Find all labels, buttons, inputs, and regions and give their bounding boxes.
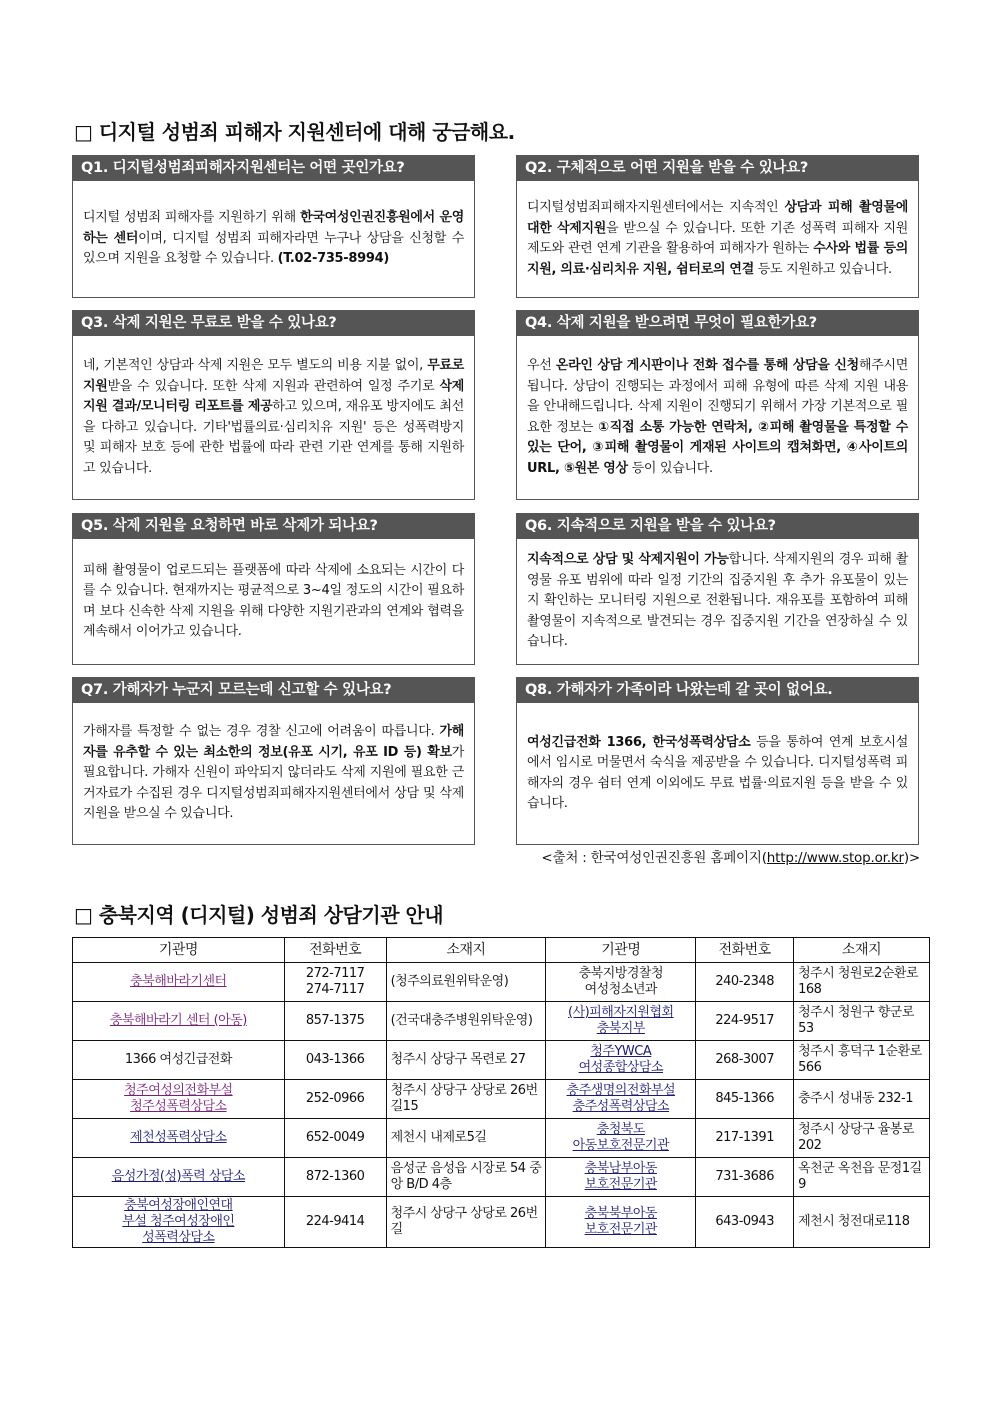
faq-question: Q4. 삭제 지원을 받으려면 무엇이 필요한가요? (517, 311, 918, 336)
cell-text[interactable]: (사)피해자지원협회 충북지부 (568, 1005, 674, 1036)
faq-card-q3 (72, 310, 475, 500)
table-row (73, 963, 930, 1002)
answer-emphasis: ①직접 소통 가능한 연락처, ②피해 촬영물을 특정할 수 있는 단어, ③피해 촬영물이 게재된 사이트의 캡쳐화면, ④사이트의 URL, ⑤원본 영상 (527, 419, 908, 476)
phone-cell (696, 963, 794, 1002)
table-row (73, 1080, 930, 1119)
cell-text: 652-0049 (305, 1130, 365, 1145)
cell-text: 청주시 청원로2순환로168 (798, 966, 919, 997)
cell-text: 268-3007 (715, 1052, 774, 1067)
address-cell (794, 1158, 930, 1197)
answer-text: 피해 촬영물이 업로드되는 플랫폼에 따라 삭제에 소요되는 시간이 다를 수 있습니다. 현재까지는 평균적으로 3~4일 정도의 시간이 필요하며 보다 신속한 삭제 지원을 위해 다양한 지원기관과의 연계와 협력을 계속해서 이어가고 있습니다. (83, 562, 464, 639)
agency-name-cell[interactable] (73, 1119, 285, 1158)
cell-text[interactable]: 충청북도 아동보호전문기관 (572, 1122, 670, 1153)
address-cell (386, 1080, 546, 1119)
faq-card-q7 (72, 677, 475, 845)
cell-text: 857-1375 (305, 1013, 365, 1028)
cell-text[interactable]: 충북남부아동 보호전문기관 (584, 1161, 657, 1192)
cell-text: 청주시 상당구 율봉로 202 (798, 1122, 914, 1153)
answer-text: 을 받으실 수 있습니다. 또한 기존 성폭력 피해자 지원 제도와 관련 연계 기관을 활용하여 피해자가 원하는 (527, 220, 908, 256)
cell-text: 1366 여성긴급전화 (124, 1052, 232, 1067)
faq-question: Q8. 가해자가 가족이라 나왔는데 갈 곳이 없어요. (517, 678, 918, 703)
address-cell (794, 1002, 930, 1041)
cell-text: 731-3686 (715, 1169, 774, 1184)
cell-text: 217-1391 (715, 1130, 774, 1145)
agency-name-cell (546, 963, 696, 1002)
phone-cell (696, 1041, 794, 1080)
phone-cell (284, 1119, 386, 1158)
source-link[interactable]: http://www.stop.or.kr (766, 850, 904, 866)
cell-text: 음성군 음성읍 시장로 54 중앙 B/D 4층 (390, 1161, 542, 1192)
cell-text[interactable]: 충주생명의전화부설 충주성폭력상담소 (566, 1083, 676, 1114)
source-prefix: <출처 : 한국여성인권진흥원 홈페이지( (541, 850, 767, 866)
phone-cell (696, 1119, 794, 1158)
cell-text: 272-7117 274-7117 (305, 966, 365, 997)
cell-text[interactable]: 충북해바라기센터 (130, 974, 227, 989)
address-cell (794, 1119, 930, 1158)
answer-emphasis: 지속적으로 상담 및 삭제지원이 가능 (527, 552, 729, 568)
answer-text: 가해자를 특정할 수 없는 경우 경찰 신고에 어려움이 따릅니다. (83, 724, 440, 740)
section-title: □ 충북지역 (디지털) 성범죄 상담기관 안내 (74, 903, 444, 927)
phone-cell (284, 963, 386, 1002)
answer-text: 디지털성범죄피해자지원센터에서는 지속적인 (527, 200, 785, 215)
agency-name-cell[interactable] (546, 1080, 696, 1119)
cell-text: 충북지방경찰청 여성청소년과 (578, 966, 663, 997)
agency-name-cell[interactable] (546, 1041, 696, 1080)
cell-text: 옥천군 옥천읍 문정1길9 (798, 1161, 922, 1192)
cell-text[interactable]: 청주여성의전화부설 청주성폭력상담소 (124, 1083, 233, 1114)
faq-answer (73, 336, 474, 499)
faq-question: Q1. 디지털성범죄피해자지원센터는 어떤 곳인가요? (73, 156, 474, 181)
agency-table (72, 937, 930, 1248)
faq-answer (517, 181, 918, 297)
cell-text[interactable]: 청주YWCA 여성종합상담소 (578, 1044, 663, 1075)
col-header: 소재지 (386, 938, 546, 963)
table-row (73, 1041, 930, 1080)
answer-emphasis: 무료로 지원 (83, 358, 464, 394)
answer-text: 등을 통하여 연계 보호시설에서 임시로 머물면서 숙식을 제공받을 수 있습니다. 디지털성폭력 피해자의 경우 쉼터 연계 이외에도 무료 법률·의료지원 등을 받을 수 있습니다. (527, 734, 909, 811)
answer-text: 하고 있으며, 재유포 방지에도 최선을 다하고 있습니다. 기타'법률의료·심리치유 지원' 등은 성폭력방지 및 피해자 보호 등에 관한 법률에 따라 관련 기관 연계를 통해 지원하고 있습니다. (83, 399, 464, 476)
col-header: 기관명 (73, 938, 285, 963)
phone-cell (696, 1197, 794, 1248)
cell-text: 청주시 청원구 향군로53 (798, 1005, 914, 1036)
cell-text: 224-9517 (715, 1013, 774, 1028)
cell-text: 청주시 상당구 목련로 27 (390, 1052, 526, 1067)
agency-name-cell[interactable] (546, 1197, 696, 1248)
address-cell (386, 1158, 546, 1197)
answer-text: 등도 지원하고 있습니다. (753, 261, 892, 277)
faq-answer (73, 539, 474, 664)
cell-text: 043-1366 (305, 1052, 365, 1067)
answer-text: 가 필요합니다. 가해자 신원이 파악되지 않더라도 삭제 지원에 필요한 근거자료가 수집된 경우 디지털성범죄피해자지원센터에서 상담 및 삭제지원을 받으실 수 있습니다. (83, 744, 464, 822)
answer-emphasis: 가해자를 유추할 수 있는 최소한의 정보(유포 시기, 유포 ID 등) 확보 (83, 724, 464, 760)
agency-name-cell[interactable] (73, 1002, 285, 1041)
agency-name-cell[interactable] (546, 1119, 696, 1158)
faq-answer (517, 336, 918, 499)
answer-text: 디지털 성범죄 피해자를 지원하기 위해 (83, 210, 301, 226)
answer-text: 등이 있습니다. (627, 460, 713, 476)
faq-question: Q5. 삭제 지원을 요청하면 바로 삭제가 되나요? (73, 514, 474, 539)
phone-cell (284, 1041, 386, 1080)
agency-name-cell (73, 1041, 285, 1080)
cell-text: 제천시 청전대로118 (798, 1214, 910, 1229)
answer-text: 받을 수 있습니다. 또한 삭제 지원과 관련하여 일정 주기로 (107, 378, 440, 394)
phone-cell (284, 1197, 386, 1248)
table-row (73, 1002, 930, 1041)
faq-card-q5 (72, 513, 475, 665)
address-cell (794, 1041, 930, 1080)
address-cell (794, 963, 930, 1002)
answer-text: 해주시면 됩니다. 상담이 진행되는 과정에서 피해 유형에 따른 삭제 지원 내용을 안내해드립니다. 삭제 지원이 진행되기 위해서 가장 기본적으로 필요한 정보는 (527, 358, 908, 435)
cell-text[interactable]: 충북해바라기 센터 (아동) (109, 1013, 247, 1028)
page-title: □ 디지털 성범죄 피해자 지원센터에 대해 궁금해요. (74, 120, 515, 144)
answer-text: 합니다. 삭제지원의 경우 피해 촬영물 유포 범위에 따라 일정 기간의 집중지원 후 추가 유포물이 있는지 확인하는 모니터링 지원으로 전환됩니다. 재유포를 포함하여 피해 촬영물이 지속적으로 발견되는 경우 집중지원 기간을 연장하실 수 있습니다. (527, 552, 908, 650)
cell-text[interactable]: 충북여성장애인연대 부설 청주여성장애인 성폭력상담소 (122, 1198, 235, 1245)
cell-text[interactable]: 음성가정(성)폭력 상담소 (111, 1169, 246, 1184)
address-cell (386, 1197, 546, 1248)
faq-question: Q3. 삭제 지원은 무료로 받을 수 있나요? (73, 311, 474, 336)
cell-text: (청주의료원위탁운영) (390, 974, 509, 989)
cell-text: 충주시 성내동 232-1 (798, 1091, 914, 1106)
cell-text: 청주시 상당구 상당로 26번길15 (390, 1083, 538, 1114)
answer-text: 이며, 디지털 성범죄 피해자라면 누구나 상담을 신청할 수 있으며 지원을 요청할 수 있습니다. (83, 230, 464, 267)
table-row (73, 1197, 930, 1248)
agency-table-body (73, 963, 930, 1248)
phone-cell (284, 1158, 386, 1197)
faq-answer (517, 539, 918, 664)
answer-text: 우선 (527, 358, 556, 373)
faq-answer (73, 181, 474, 297)
col-header: 전화번호 (284, 938, 386, 963)
cell-text: 제천시 내제로5길 (390, 1130, 487, 1145)
faq-answer (73, 703, 474, 844)
agency-name-cell[interactable] (73, 963, 285, 1002)
agency-name-cell[interactable] (73, 1080, 285, 1119)
answer-text: 네, 기본적인 상담과 삭제 지원은 모두 별도의 비용 지불 없이, (83, 358, 428, 373)
cell-text: 872-1360 (305, 1169, 365, 1184)
faq-question: Q6. 지속적으로 지원을 받을 수 있나요? (517, 514, 918, 539)
cell-text: 643-0943 (715, 1214, 774, 1229)
cell-text: 240-2348 (715, 974, 774, 989)
faq-card-q6 (516, 513, 919, 665)
faq-card-q8 (516, 677, 919, 845)
table-header-row (73, 938, 930, 963)
source-suffix: )> (903, 850, 920, 866)
agency-name-cell[interactable] (546, 1158, 696, 1197)
cell-text: 청주시 상당구 상당로 26번길 (390, 1206, 538, 1237)
table-row (73, 1158, 930, 1197)
address-cell (794, 1080, 930, 1119)
faq-card-q4 (516, 310, 919, 500)
phone-cell (696, 1002, 794, 1041)
agency-name-cell[interactable] (546, 1002, 696, 1041)
cell-text: 청주시 흥덕구 1순환로 566 (798, 1044, 922, 1075)
answer-emphasis: 한국여성인권진흥원에서 운영하는 센터 (83, 210, 464, 246)
answer-emphasis: 온라인 상담 게시판이나 전화 접수를 통해 상담을 신청 (555, 358, 859, 373)
address-cell (794, 1197, 930, 1248)
faq-card-q2 (516, 155, 919, 298)
faq-answer (517, 703, 918, 844)
faq-card-q1 (72, 155, 475, 298)
col-header: 소재지 (794, 938, 930, 963)
address-cell (386, 1041, 546, 1080)
address-cell (386, 1119, 546, 1158)
phone-cell (696, 1158, 794, 1197)
cell-text: 845-1366 (715, 1091, 774, 1106)
answer-emphasis: 상담과 피해 촬영물에 대한 삭제지원 (527, 200, 909, 236)
cell-text: 252-0966 (305, 1091, 365, 1106)
table-row (73, 1119, 930, 1158)
answer-emphasis: 수사와 법률 등의 지원, 의료·심리치유 지원, 쉼터로의 연결 (527, 241, 908, 277)
faq-question: Q7. 가해자가 누군지 모르는데 신고할 수 있나요? (73, 678, 474, 703)
answer-emphasis: 여성긴급전화 1366, 한국성폭력상담소 (527, 734, 751, 750)
phone-cell (284, 1080, 386, 1119)
cell-text: (건국대충주병원위탁운영) (390, 1013, 533, 1028)
cell-text[interactable]: 충북북부아동 보호전문기관 (584, 1206, 657, 1237)
col-header: 기관명 (546, 938, 696, 963)
cell-text[interactable]: 제천성폭력상담소 (130, 1130, 227, 1145)
agency-name-cell[interactable] (73, 1197, 285, 1248)
source-note (541, 846, 920, 866)
phone-cell (696, 1080, 794, 1119)
address-cell (386, 963, 546, 1002)
phone-cell (284, 1002, 386, 1041)
col-header: 전화번호 (696, 938, 794, 963)
answer-emphasis: (T.02-735-8994) (277, 251, 390, 267)
agency-name-cell[interactable] (73, 1158, 285, 1197)
answer-emphasis: 삭제 지원 결과/모니터링 리포트를 제공 (83, 378, 464, 414)
address-cell (386, 1002, 546, 1041)
faq-question: Q2. 구체적으로 어떤 지원을 받을 수 있나요? (517, 156, 918, 181)
cell-text: 224-9414 (305, 1214, 365, 1229)
